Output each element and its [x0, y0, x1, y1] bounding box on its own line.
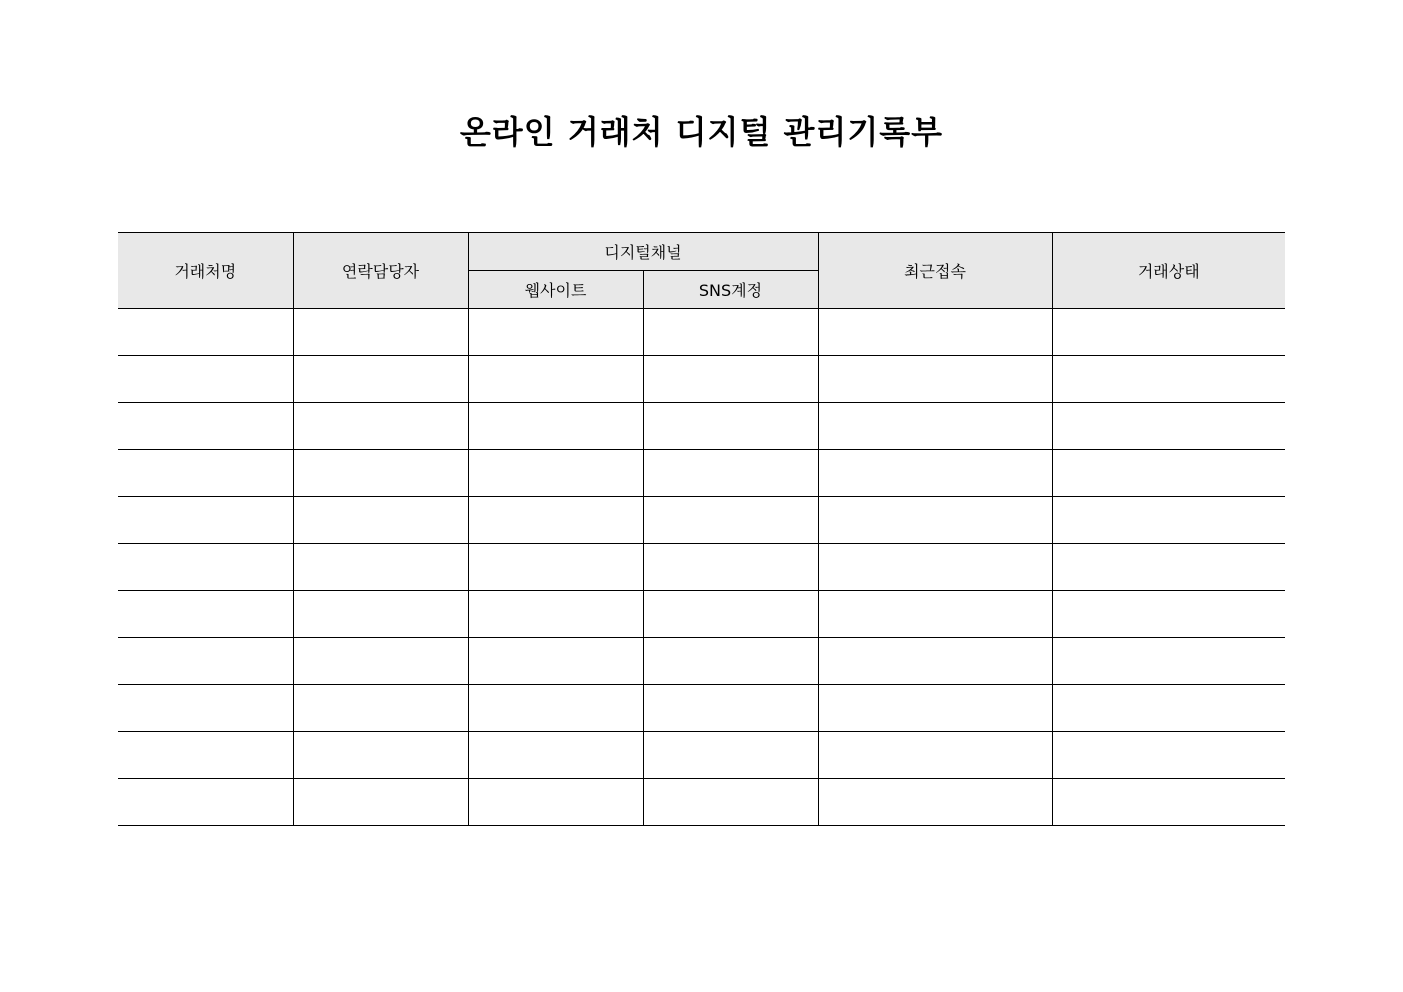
cell-sns-account: [643, 685, 818, 732]
cell-website: [468, 779, 643, 826]
cell-contact-person: [293, 638, 468, 685]
cell-trade-status: [1052, 591, 1285, 638]
cell-sns-account: [643, 356, 818, 403]
cell-client-name: [118, 544, 293, 591]
cell-sns-account: [643, 403, 818, 450]
cell-sns-account: [643, 497, 818, 544]
cell-contact-person: [293, 732, 468, 779]
cell-website: [468, 638, 643, 685]
cell-sns-account: [643, 450, 818, 497]
table-row: [118, 544, 1285, 591]
cell-website: [468, 544, 643, 591]
cell-trade-status: [1052, 638, 1285, 685]
cell-trade-status: [1052, 403, 1285, 450]
table-row: [118, 450, 1285, 497]
client-ledger-table: [118, 232, 1285, 826]
cell-last-access: [818, 544, 1052, 591]
cell-last-access: [818, 497, 1052, 544]
cell-website: [468, 497, 643, 544]
cell-client-name: [118, 591, 293, 638]
cell-last-access: [818, 450, 1052, 497]
cell-last-access: [818, 403, 1052, 450]
table-row: [118, 732, 1285, 779]
cell-website: [468, 403, 643, 450]
cell-client-name: [118, 450, 293, 497]
header-client-name: 거래처명: [118, 233, 293, 309]
table-row: [118, 591, 1285, 638]
cell-last-access: [818, 732, 1052, 779]
header-trade-status: 거래상태: [1052, 233, 1285, 309]
table-row: [118, 497, 1285, 544]
cell-sns-account: [643, 544, 818, 591]
header-website: 웹사이트: [468, 271, 643, 309]
table-row: [118, 309, 1285, 356]
cell-client-name: [118, 732, 293, 779]
cell-trade-status: [1052, 685, 1285, 732]
cell-contact-person: [293, 544, 468, 591]
table-row: [118, 779, 1285, 826]
cell-website: [468, 685, 643, 732]
cell-contact-person: [293, 450, 468, 497]
cell-last-access: [818, 591, 1052, 638]
cell-website: [468, 732, 643, 779]
header-last-access: 최근접속: [818, 233, 1052, 309]
cell-client-name: [118, 497, 293, 544]
cell-contact-person: [293, 497, 468, 544]
header-contact-person: 연락담당자: [293, 233, 468, 309]
cell-client-name: [118, 309, 293, 356]
cell-trade-status: [1052, 732, 1285, 779]
cell-last-access: [818, 309, 1052, 356]
cell-client-name: [118, 638, 293, 685]
cell-client-name: [118, 779, 293, 826]
cell-trade-status: [1052, 309, 1285, 356]
cell-last-access: [818, 685, 1052, 732]
cell-contact-person: [293, 356, 468, 403]
cell-trade-status: [1052, 356, 1285, 403]
cell-trade-status: [1052, 450, 1285, 497]
cell-client-name: [118, 403, 293, 450]
cell-website: [468, 356, 643, 403]
header-sns-account: SNS계정: [643, 271, 818, 309]
cell-sns-account: [643, 591, 818, 638]
cell-last-access: [818, 638, 1052, 685]
cell-contact-person: [293, 685, 468, 732]
cell-last-access: [818, 356, 1052, 403]
cell-sns-account: [643, 309, 818, 356]
cell-sns-account: [643, 638, 818, 685]
cell-last-access: [818, 779, 1052, 826]
table-row: [118, 356, 1285, 403]
page-title: 온라인 거래처 디지털 관리기록부: [459, 113, 944, 151]
table-header: [118, 233, 1285, 309]
table-row: [118, 685, 1285, 732]
cell-website: [468, 309, 643, 356]
cell-sns-account: [643, 732, 818, 779]
cell-contact-person: [293, 403, 468, 450]
cell-client-name: [118, 685, 293, 732]
header-digital-channel: 디지털채널: [468, 233, 818, 271]
table-row: [118, 638, 1285, 685]
cell-contact-person: [293, 309, 468, 356]
cell-contact-person: [293, 591, 468, 638]
cell-client-name: [118, 356, 293, 403]
cell-website: [468, 591, 643, 638]
cell-trade-status: [1052, 779, 1285, 826]
cell-website: [468, 450, 643, 497]
table-body: [118, 309, 1285, 826]
cell-trade-status: [1052, 544, 1285, 591]
cell-sns-account: [643, 779, 818, 826]
cell-trade-status: [1052, 497, 1285, 544]
table-row: [118, 403, 1285, 450]
cell-contact-person: [293, 779, 468, 826]
